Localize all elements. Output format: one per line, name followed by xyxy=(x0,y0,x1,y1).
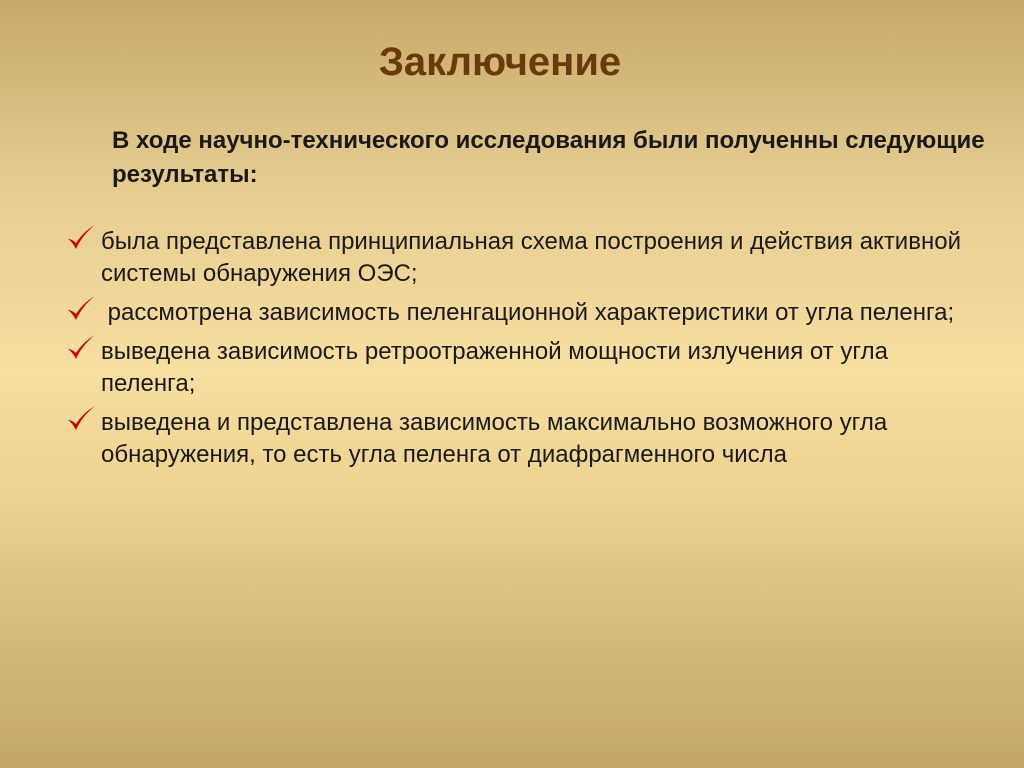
list-item xyxy=(62,407,962,471)
list-item-text: рассмотрена зависимость пеленгационной характеристики от угла пеленга; xyxy=(101,299,955,326)
checkmark-icon xyxy=(64,332,98,366)
list-item xyxy=(62,297,962,329)
list-item xyxy=(62,226,962,290)
list-item-text: была представлена принципиальная схема построения и действия активной системы обнаружения ОЭС; xyxy=(101,228,961,287)
list-item-text: выведена и представлена зависимость максимально возможного угла обнаружения, то есть угла пеленга от диафрагменного числа xyxy=(101,409,888,468)
slide-title: Заключение xyxy=(378,40,622,84)
checkmark-icon xyxy=(64,222,98,256)
results-list xyxy=(62,226,962,478)
list-item xyxy=(62,336,962,400)
checkmark-icon xyxy=(64,403,98,437)
checkmark-icon xyxy=(64,293,98,327)
list-item-text: выведена зависимость ретроотраженной мощности излучения от угла пеленга; xyxy=(101,338,888,397)
intro-text: В ходе научно-технического исследования были полученны следующие результаты: xyxy=(112,127,985,188)
